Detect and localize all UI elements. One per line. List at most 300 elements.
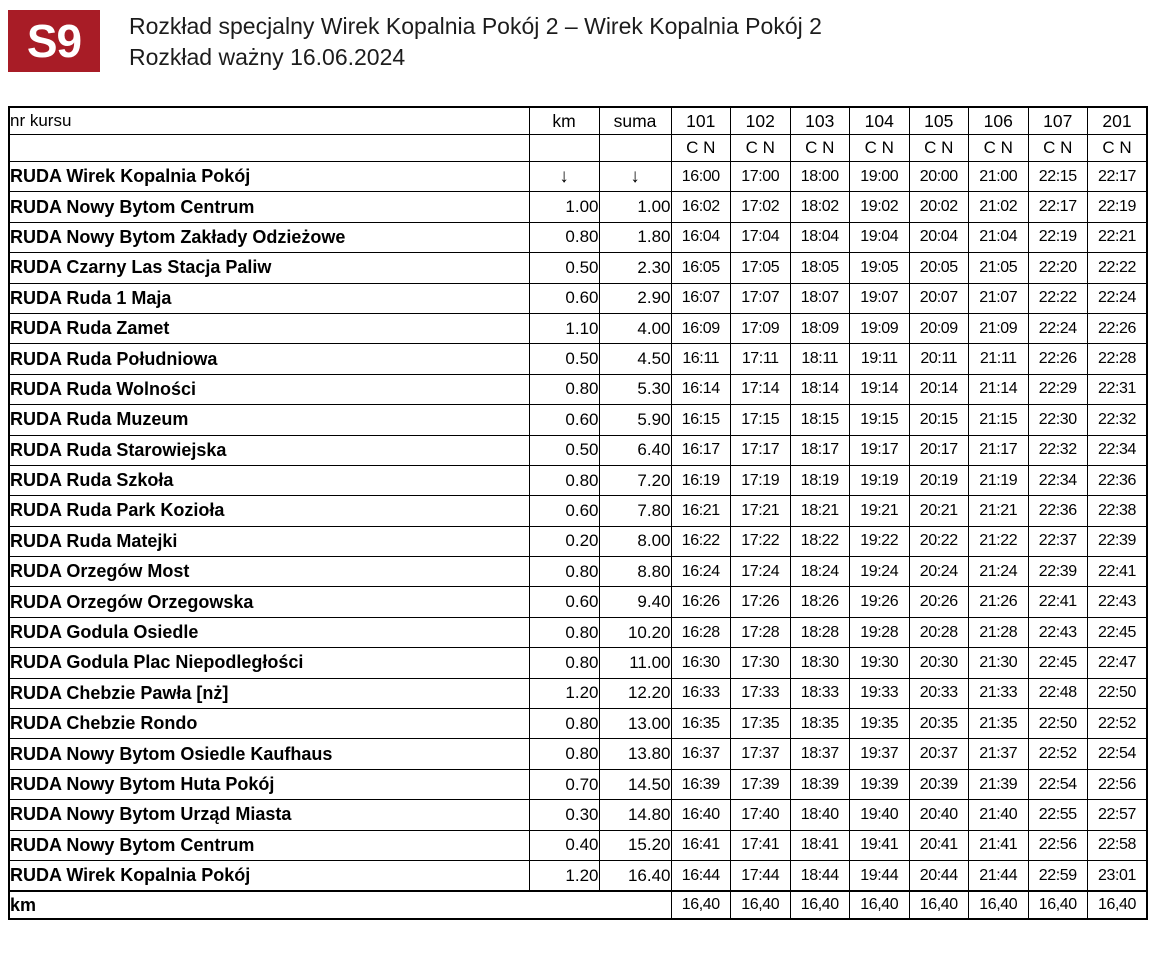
- course-number-header: 102: [731, 107, 791, 135]
- suma-cell: 8.80: [599, 557, 671, 587]
- departure-time-cell: 20:30: [909, 648, 969, 678]
- departure-time-cell: 21:11: [969, 344, 1029, 374]
- departure-time-cell: 20:39: [909, 769, 969, 799]
- departure-time-cell: 21:30: [969, 648, 1029, 678]
- departure-time-cell: 16:11: [671, 344, 731, 374]
- departure-time-cell: 20:41: [909, 830, 969, 860]
- departure-time-cell: 19:37: [850, 739, 910, 769]
- departure-time-cell: 17:35: [731, 709, 791, 739]
- stop-name-cell: RUDA Ruda Starowiejska: [9, 435, 529, 465]
- departure-time-cell: 20:33: [909, 678, 969, 708]
- departure-time-cell: 22:32: [1088, 405, 1148, 435]
- departure-time-cell: 17:04: [731, 222, 791, 252]
- stop-name-cell: RUDA Ruda Południowa: [9, 344, 529, 374]
- departure-time-cell: 21:37: [969, 739, 1029, 769]
- departure-time-cell: 16:14: [671, 374, 731, 404]
- footer-total-cell: 16,40: [671, 891, 731, 919]
- stop-row: [9, 283, 1147, 313]
- departure-time-cell: 21:09: [969, 313, 1029, 343]
- departure-time-cell: 19:22: [850, 526, 910, 556]
- stop-name-cell: RUDA Nowy Bytom Huta Pokój: [9, 769, 529, 799]
- km-cell: 0.80: [529, 222, 599, 252]
- suma-cell: 7.20: [599, 465, 671, 495]
- departure-time-cell: 21:02: [969, 192, 1029, 222]
- departure-time-cell: 21:28: [969, 617, 1029, 647]
- departure-time-cell: 21:40: [969, 800, 1029, 830]
- departure-time-cell: 22:38: [1088, 496, 1148, 526]
- km-cell: 0.50: [529, 344, 599, 374]
- service-symbols-cell: C N: [731, 135, 791, 162]
- suma-cell: ↓: [599, 162, 671, 192]
- stop-row: [9, 313, 1147, 343]
- km-cell: 0.80: [529, 557, 599, 587]
- suma-cell: 2.30: [599, 253, 671, 283]
- empty-header-cell: [9, 135, 529, 162]
- stop-row: [9, 222, 1147, 252]
- km-column-header: km: [529, 107, 599, 135]
- km-cell: 1.20: [529, 860, 599, 891]
- stop-name-cell: RUDA Wirek Kopalnia Pokój: [9, 860, 529, 891]
- departure-time-cell: 16:39: [671, 769, 731, 799]
- empty-header-cell: [599, 135, 671, 162]
- suma-cell: 5.30: [599, 374, 671, 404]
- departure-time-cell: 21:24: [969, 557, 1029, 587]
- km-cell: 0.40: [529, 830, 599, 860]
- departure-time-cell: 18:05: [790, 253, 850, 283]
- suma-cell: 4.50: [599, 344, 671, 374]
- departure-time-cell: 17:14: [731, 374, 791, 404]
- departure-time-cell: 18:40: [790, 800, 850, 830]
- footer-total-cell: 16,40: [909, 891, 969, 919]
- departure-time-cell: 21:21: [969, 496, 1029, 526]
- departure-time-cell: 17:00: [731, 162, 791, 192]
- departure-time-cell: 21:33: [969, 678, 1029, 708]
- footer-total-cell: 16,40: [731, 891, 791, 919]
- departure-time-cell: 17:09: [731, 313, 791, 343]
- departure-time-cell: 18:35: [790, 709, 850, 739]
- departure-time-cell: 17:07: [731, 283, 791, 313]
- km-cell: 0.60: [529, 587, 599, 617]
- stop-row: [9, 709, 1147, 739]
- departure-time-cell: 16:19: [671, 465, 731, 495]
- departure-time-cell: 22:26: [1028, 344, 1088, 374]
- km-cell: 0.80: [529, 648, 599, 678]
- departure-time-cell: 22:57: [1088, 800, 1148, 830]
- km-cell: 1.10: [529, 313, 599, 343]
- departure-time-cell: 21:04: [969, 222, 1029, 252]
- departure-time-cell: 19:07: [850, 283, 910, 313]
- departure-time-cell: 18:14: [790, 374, 850, 404]
- suma-cell: 5.90: [599, 405, 671, 435]
- departure-time-cell: 20:44: [909, 860, 969, 891]
- course-number-header: 107: [1028, 107, 1088, 135]
- departure-time-cell: 22:55: [1028, 800, 1088, 830]
- departure-time-cell: 22:56: [1028, 830, 1088, 860]
- departure-time-cell: 22:48: [1028, 678, 1088, 708]
- departure-time-cell: 18:41: [790, 830, 850, 860]
- departure-time-cell: 16:02: [671, 192, 731, 222]
- departure-time-cell: 20:17: [909, 435, 969, 465]
- departure-time-cell: 16:21: [671, 496, 731, 526]
- stop-name-cell: RUDA Ruda Muzeum: [9, 405, 529, 435]
- departure-time-cell: 20:40: [909, 800, 969, 830]
- departure-time-cell: 23:01: [1088, 860, 1148, 891]
- suma-cell: 8.00: [599, 526, 671, 556]
- stop-row: [9, 496, 1147, 526]
- departure-time-cell: 19:15: [850, 405, 910, 435]
- suma-cell: 6.40: [599, 435, 671, 465]
- departure-time-cell: 20:22: [909, 526, 969, 556]
- departure-time-cell: 22:50: [1088, 678, 1148, 708]
- stop-row: [9, 344, 1147, 374]
- suma-cell: 1.80: [599, 222, 671, 252]
- departure-time-cell: 20:07: [909, 283, 969, 313]
- departure-time-cell: 16:28: [671, 617, 731, 647]
- departure-time-cell: 22:39: [1028, 557, 1088, 587]
- departure-time-cell: 19:17: [850, 435, 910, 465]
- corner-header: nr kursu: [9, 107, 529, 135]
- departure-time-cell: 19:26: [850, 587, 910, 617]
- departure-time-cell: 22:45: [1028, 648, 1088, 678]
- departure-time-cell: 18:28: [790, 617, 850, 647]
- footer-label: km: [9, 891, 671, 919]
- departure-time-cell: 20:37: [909, 739, 969, 769]
- km-cell: 1.00: [529, 192, 599, 222]
- suma-cell: 12.20: [599, 678, 671, 708]
- departure-time-cell: 21:41: [969, 830, 1029, 860]
- km-cell: 0.70: [529, 769, 599, 799]
- stop-name-cell: RUDA Nowy Bytom Centrum: [9, 192, 529, 222]
- departure-time-cell: 22:24: [1088, 283, 1148, 313]
- departure-time-cell: 16:15: [671, 405, 731, 435]
- stop-row: [9, 253, 1147, 283]
- suma-cell: 13.00: [599, 709, 671, 739]
- departure-time-cell: 22:54: [1088, 739, 1148, 769]
- km-cell: 0.60: [529, 496, 599, 526]
- suma-cell: 7.80: [599, 496, 671, 526]
- departure-time-cell: 19:02: [850, 192, 910, 222]
- stop-name-cell: RUDA Chebzie Pawła [nż]: [9, 678, 529, 708]
- departure-time-cell: 22:34: [1028, 465, 1088, 495]
- footer-total-cell: 16,40: [850, 891, 910, 919]
- service-symbols-row: [9, 135, 1147, 162]
- stop-row: [9, 769, 1147, 799]
- departure-time-cell: 17:33: [731, 678, 791, 708]
- departure-time-cell: 17:19: [731, 465, 791, 495]
- departure-time-cell: 19:28: [850, 617, 910, 647]
- departure-time-cell: 16:09: [671, 313, 731, 343]
- departure-time-cell: 16:24: [671, 557, 731, 587]
- stop-name-cell: RUDA Ruda Wolności: [9, 374, 529, 404]
- suma-cell: 14.50: [599, 769, 671, 799]
- stop-row: [9, 860, 1147, 891]
- departure-time-cell: 20:05: [909, 253, 969, 283]
- stop-name-cell: RUDA Ruda 1 Maja: [9, 283, 529, 313]
- departure-time-cell: 22:39: [1088, 526, 1148, 556]
- departure-time-cell: 16:30: [671, 648, 731, 678]
- departure-time-cell: 17:39: [731, 769, 791, 799]
- departure-time-cell: 22:31: [1088, 374, 1148, 404]
- stop-name-cell: RUDA Nowy Bytom Zakłady Odzieżowe: [9, 222, 529, 252]
- departure-time-cell: 17:30: [731, 648, 791, 678]
- departure-time-cell: 22:36: [1088, 465, 1148, 495]
- footer-total-cell: 16,40: [1088, 891, 1148, 919]
- departure-time-cell: 22:59: [1028, 860, 1088, 891]
- course-number-header: 201: [1088, 107, 1148, 135]
- departure-time-cell: 17:24: [731, 557, 791, 587]
- stop-name-cell: RUDA Ruda Matejki: [9, 526, 529, 556]
- route-title: Rozkład specjalny Wirek Kopalnia Pokój 2 – Wirek Kopalnia Pokój 2: [129, 13, 822, 39]
- departure-time-cell: 20:04: [909, 222, 969, 252]
- departure-time-cell: 20:11: [909, 344, 969, 374]
- departure-time-cell: 22:28: [1088, 344, 1148, 374]
- departure-time-cell: 17:37: [731, 739, 791, 769]
- departure-time-cell: 22:58: [1088, 830, 1148, 860]
- suma-cell: 4.00: [599, 313, 671, 343]
- suma-cell: 15.20: [599, 830, 671, 860]
- service-symbols-cell: C N: [850, 135, 910, 162]
- departure-time-cell: 21:15: [969, 405, 1029, 435]
- empty-header-cell: [529, 135, 599, 162]
- departure-time-cell: 16:33: [671, 678, 731, 708]
- departure-time-cell: 22:52: [1028, 739, 1088, 769]
- departure-time-cell: 16:26: [671, 587, 731, 617]
- stop-row: [9, 374, 1147, 404]
- departure-time-cell: 20:35: [909, 709, 969, 739]
- stop-name-cell: RUDA Godula Osiedle: [9, 617, 529, 647]
- departure-time-cell: 21:35: [969, 709, 1029, 739]
- departure-time-cell: 19:19: [850, 465, 910, 495]
- suma-column-header: suma: [599, 107, 671, 135]
- departure-time-cell: 17:44: [731, 860, 791, 891]
- departure-time-cell: 18:09: [790, 313, 850, 343]
- departure-time-cell: 17:21: [731, 496, 791, 526]
- departure-time-cell: 16:44: [671, 860, 731, 891]
- service-symbols-cell: C N: [790, 135, 850, 162]
- departure-time-cell: 17:17: [731, 435, 791, 465]
- stop-name-cell: RUDA Nowy Bytom Centrum: [9, 830, 529, 860]
- departure-time-cell: 22:50: [1028, 709, 1088, 739]
- departure-time-cell: 19:21: [850, 496, 910, 526]
- departure-time-cell: 21:05: [969, 253, 1029, 283]
- course-number-header: 105: [909, 107, 969, 135]
- stop-row: [9, 465, 1147, 495]
- stop-row: [9, 405, 1147, 435]
- departure-time-cell: 16:22: [671, 526, 731, 556]
- departure-time-cell: 22:32: [1028, 435, 1088, 465]
- departure-time-cell: 19:40: [850, 800, 910, 830]
- suma-cell: 2.90: [599, 283, 671, 313]
- departure-time-cell: 22:30: [1028, 405, 1088, 435]
- stop-name-cell: RUDA Ruda Park Kozioła: [9, 496, 529, 526]
- km-cell: 0.60: [529, 283, 599, 313]
- departure-time-cell: 19:04: [850, 222, 910, 252]
- departure-time-cell: 19:39: [850, 769, 910, 799]
- departure-time-cell: 22:43: [1028, 617, 1088, 647]
- stop-row: [9, 526, 1147, 556]
- validity-date: Rozkład ważny 16.06.2024: [129, 44, 406, 70]
- departure-time-cell: 19:44: [850, 860, 910, 891]
- departure-time-cell: 18:17: [790, 435, 850, 465]
- stop-row: [9, 162, 1147, 192]
- footer-total-cell: 16,40: [790, 891, 850, 919]
- departure-time-cell: 22:19: [1028, 222, 1088, 252]
- departure-time-cell: 18:30: [790, 648, 850, 678]
- departure-time-cell: 18:00: [790, 162, 850, 192]
- departure-time-cell: 16:05: [671, 253, 731, 283]
- stop-row: [9, 739, 1147, 769]
- totals-row: [9, 891, 1147, 919]
- departure-time-cell: 16:41: [671, 830, 731, 860]
- km-cell: 0.30: [529, 800, 599, 830]
- departure-time-cell: 19:33: [850, 678, 910, 708]
- km-cell: 0.50: [529, 253, 599, 283]
- stop-row: [9, 557, 1147, 587]
- departure-time-cell: 17:15: [731, 405, 791, 435]
- km-cell: 0.80: [529, 374, 599, 404]
- departure-time-cell: 22:19: [1088, 192, 1148, 222]
- departure-time-cell: 17:28: [731, 617, 791, 647]
- suma-cell: 10.20: [599, 617, 671, 647]
- service-symbols-cell: C N: [909, 135, 969, 162]
- departure-time-cell: 22:43: [1088, 587, 1148, 617]
- departure-time-cell: 22:17: [1088, 162, 1148, 192]
- departure-time-cell: 19:14: [850, 374, 910, 404]
- km-cell: ↓: [529, 162, 599, 192]
- departure-time-cell: 18:22: [790, 526, 850, 556]
- departure-time-cell: 22:56: [1088, 769, 1148, 799]
- km-cell: 0.80: [529, 709, 599, 739]
- departure-time-cell: 20:09: [909, 313, 969, 343]
- departure-time-cell: 19:11: [850, 344, 910, 374]
- departure-time-cell: 20:24: [909, 557, 969, 587]
- suma-cell: 13.80: [599, 739, 671, 769]
- stop-name-cell: RUDA Orzegów Most: [9, 557, 529, 587]
- line-badge: S9: [8, 10, 100, 72]
- departure-time-cell: 18:02: [790, 192, 850, 222]
- km-cell: 0.80: [529, 739, 599, 769]
- departure-time-cell: 16:00: [671, 162, 731, 192]
- suma-cell: 14.80: [599, 800, 671, 830]
- departure-time-cell: 19:41: [850, 830, 910, 860]
- departure-time-cell: 22:47: [1088, 648, 1148, 678]
- departure-time-cell: 16:37: [671, 739, 731, 769]
- departure-time-cell: 20:26: [909, 587, 969, 617]
- service-symbols-cell: C N: [969, 135, 1029, 162]
- departure-time-cell: 17:22: [731, 526, 791, 556]
- km-cell: 1.20: [529, 678, 599, 708]
- departure-time-cell: 22:15: [1028, 162, 1088, 192]
- departure-time-cell: 22:34: [1088, 435, 1148, 465]
- departure-time-cell: 18:44: [790, 860, 850, 891]
- departure-time-cell: 22:29: [1028, 374, 1088, 404]
- departure-time-cell: 16:07: [671, 283, 731, 313]
- departure-time-cell: 19:09: [850, 313, 910, 343]
- stop-name-cell: RUDA Chebzie Rondo: [9, 709, 529, 739]
- departure-time-cell: 22:52: [1088, 709, 1148, 739]
- course-number-row: [9, 107, 1147, 135]
- departure-time-cell: 21:17: [969, 435, 1029, 465]
- departure-time-cell: 16:17: [671, 435, 731, 465]
- departure-time-cell: 22:24: [1028, 313, 1088, 343]
- departure-time-cell: 16:35: [671, 709, 731, 739]
- departure-time-cell: 22:21: [1088, 222, 1148, 252]
- departure-time-cell: 22:41: [1028, 587, 1088, 617]
- title-block: [129, 10, 822, 73]
- suma-cell: 1.00: [599, 192, 671, 222]
- departure-time-cell: 17:02: [731, 192, 791, 222]
- departure-time-cell: 21:00: [969, 162, 1029, 192]
- departure-time-cell: 18:11: [790, 344, 850, 374]
- departure-time-cell: 21:26: [969, 587, 1029, 617]
- suma-cell: 11.00: [599, 648, 671, 678]
- course-number-header: 104: [850, 107, 910, 135]
- page-header: [0, 0, 1156, 73]
- departure-time-cell: 22:36: [1028, 496, 1088, 526]
- departure-time-cell: 18:37: [790, 739, 850, 769]
- stop-name-cell: RUDA Nowy Bytom Osiedle Kaufhaus: [9, 739, 529, 769]
- departure-time-cell: 18:33: [790, 678, 850, 708]
- departure-time-cell: 20:28: [909, 617, 969, 647]
- departure-time-cell: 19:35: [850, 709, 910, 739]
- departure-time-cell: 22:17: [1028, 192, 1088, 222]
- stop-name-cell: RUDA Ruda Szkoła: [9, 465, 529, 495]
- departure-time-cell: 19:00: [850, 162, 910, 192]
- stop-row: [9, 678, 1147, 708]
- km-cell: 0.80: [529, 617, 599, 647]
- suma-cell: 9.40: [599, 587, 671, 617]
- stop-name-cell: RUDA Wirek Kopalnia Pokój: [9, 162, 529, 192]
- stop-row: [9, 617, 1147, 647]
- departure-time-cell: 20:00: [909, 162, 969, 192]
- departure-time-cell: 21:22: [969, 526, 1029, 556]
- stop-name-cell: RUDA Godula Plac Niepodległości: [9, 648, 529, 678]
- stop-row: [9, 587, 1147, 617]
- stop-row: [9, 830, 1147, 860]
- stop-row: [9, 192, 1147, 222]
- departure-time-cell: 18:26: [790, 587, 850, 617]
- km-cell: 0.80: [529, 465, 599, 495]
- departure-time-cell: 18:24: [790, 557, 850, 587]
- departure-time-cell: 18:07: [790, 283, 850, 313]
- departure-time-cell: 21:39: [969, 769, 1029, 799]
- departure-time-cell: 22:37: [1028, 526, 1088, 556]
- departure-time-cell: 17:05: [731, 253, 791, 283]
- departure-time-cell: 18:19: [790, 465, 850, 495]
- departure-time-cell: 20:21: [909, 496, 969, 526]
- departure-time-cell: 21:07: [969, 283, 1029, 313]
- suma-cell: 16.40: [599, 860, 671, 891]
- departure-time-cell: 18:15: [790, 405, 850, 435]
- footer-total-cell: 16,40: [1028, 891, 1088, 919]
- departure-time-cell: 22:41: [1088, 557, 1148, 587]
- departure-time-cell: 22:26: [1088, 313, 1148, 343]
- departure-time-cell: 22:22: [1028, 283, 1088, 313]
- departure-time-cell: 19:30: [850, 648, 910, 678]
- departure-time-cell: 17:11: [731, 344, 791, 374]
- departure-time-cell: 17:41: [731, 830, 791, 860]
- stop-row: [9, 800, 1147, 830]
- departure-time-cell: 18:21: [790, 496, 850, 526]
- departure-time-cell: 22:22: [1088, 253, 1148, 283]
- course-number-header: 106: [969, 107, 1029, 135]
- stop-name-cell: RUDA Ruda Zamet: [9, 313, 529, 343]
- timetable-table: [8, 106, 1148, 920]
- departure-time-cell: 21:19: [969, 465, 1029, 495]
- service-symbols-cell: C N: [1028, 135, 1088, 162]
- departure-time-cell: 20:14: [909, 374, 969, 404]
- departure-time-cell: 17:40: [731, 800, 791, 830]
